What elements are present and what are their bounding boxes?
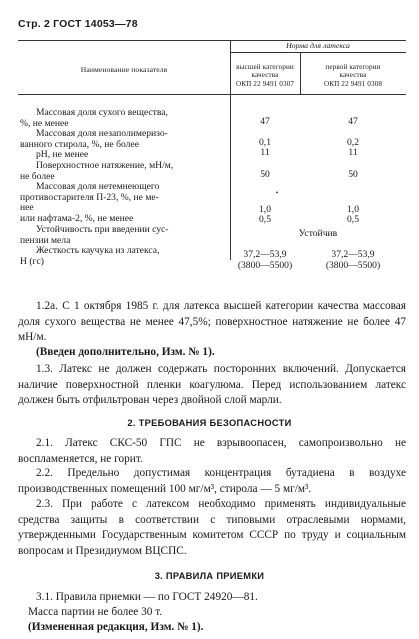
row-8-name: Жесткость каучука из латекса, Н (гс): [20, 245, 160, 267]
paragraph-2-2: 2.2. Предельно допустимая концентрация бутадиена в воздухе производственных помещений 100 мг/м³, стирола — 5 мг/м³.: [18, 467, 406, 495]
paragraph-2-3: 2.3. При работе с латексом необходимо применять индивидуальные средства защиты в соответствии с типовыми отраслевыми нормами, утвержденными Государственным комитетом СССР по труду и социальным вопросам и Президиумом ВЦСПС.: [18, 498, 406, 557]
grade-2-line-2: качества: [339, 71, 367, 80]
grade-2-line-3: ОКП 22 9491 0308: [323, 79, 383, 88]
row-6-value-grade-1: 0,5: [259, 214, 271, 225]
row-7-value-merged: Устойчив: [298, 228, 338, 239]
row-8-value-grade-1: 37,2—53,9 (3800—5500): [237, 249, 293, 271]
row-2-value-grade-1: 0,1: [259, 137, 271, 148]
column-header-grade-1: [230, 63, 300, 88]
row-1-value-grade-2: 47: [348, 116, 358, 127]
column-header-norm: Норма для латекса: [286, 41, 350, 50]
section-3-heading: 3. ПРАВИЛА ПРИЕМКИ: [154, 571, 265, 581]
row-6-value-grade-2: 0,5: [347, 214, 359, 225]
row-5-value-grade-2: 1,0: [347, 204, 359, 215]
row-3-value-grade-2: 11: [348, 147, 358, 158]
paragraph-2-1: 2.1. Латекс СКС-50 ГПС не взрывоопасен, самопроизвольно не воспламеняется, не горит.: [18, 437, 406, 465]
row-1-name: Массовая доля сухого вещества, %, не менее: [20, 107, 168, 129]
paragraph-3-1-mass: Масса партии не более 30 т.: [28, 606, 163, 618]
grade-2-line-1: первой категории: [325, 63, 381, 71]
row-7-name: Устойчивость при введении сус- пензии мела: [20, 224, 169, 246]
column-header-grade-2: [300, 63, 406, 88]
row-3-value-grade-1: 11: [260, 147, 270, 158]
row-4-name: Поверхностное натяжение, мН/м, не более: [20, 160, 174, 182]
paragraph-1-3: 1.3. Латекс не должен содержать посторонних включений. Допускается наличие поверхностной пленки коагулюма. Перед использованием латекс должен быть отфильтрован через двойной слой марли.: [18, 363, 406, 407]
paragraph-3-1: 3.1. Правила приемки — по ГОСТ 24920—81.: [36, 591, 258, 603]
stray-dot-mark: •: [275, 189, 279, 197]
row-4-value-grade-1: 50: [260, 169, 270, 180]
row-8-value-grade-2: 37,2—53,9 (3800—5500): [325, 249, 381, 271]
grade-1-line-1: высшей категории: [236, 63, 294, 71]
section-2-heading: 2. ТРЕБОВАНИЯ БЕЗОПАСНОСТИ: [127, 418, 292, 428]
row-4-value-grade-2: 50: [348, 169, 358, 180]
row-6-name: или нафтама-2, %, не менее: [20, 213, 134, 224]
row-2-name: Массовая доля незаполимеризо- ванного стирола, %, не более: [20, 128, 168, 150]
row-3-name: pH, не менее: [36, 149, 89, 160]
norm-header-rule: [230, 52, 406, 53]
header-bottom-rule: [18, 94, 406, 95]
grade-1-line-3: ОКП 22 9491 0307: [235, 79, 295, 88]
grade-1-line-2: качества: [251, 71, 279, 80]
row-1-value-grade-1: 47: [260, 116, 270, 127]
paragraph-1-2a: 1.2а. С 1 октября 1985 г. для латекса высшей категории качества массовая доля сухого вещества не менее 47,5%; поверхностное натяжение не более 47 мН/м.: [18, 300, 406, 344]
row-2-value-grade-2: 0,2: [347, 137, 359, 148]
page-header: Стр. 2 ГОСТ 14053—78: [18, 18, 138, 30]
amendment-note-1: (Введен дополнительно, Изм. № 1).: [36, 346, 215, 358]
row-5-value-grade-1: 1,0: [259, 204, 271, 215]
column-header-name: Наименование показателя: [80, 65, 168, 74]
row-5-name: Массовая доля нетемнеющего противостарителя П-23, %, не ме- нее: [20, 181, 160, 214]
amendment-note-2: (Измененная редакция, Изм. № 1).: [28, 621, 204, 633]
